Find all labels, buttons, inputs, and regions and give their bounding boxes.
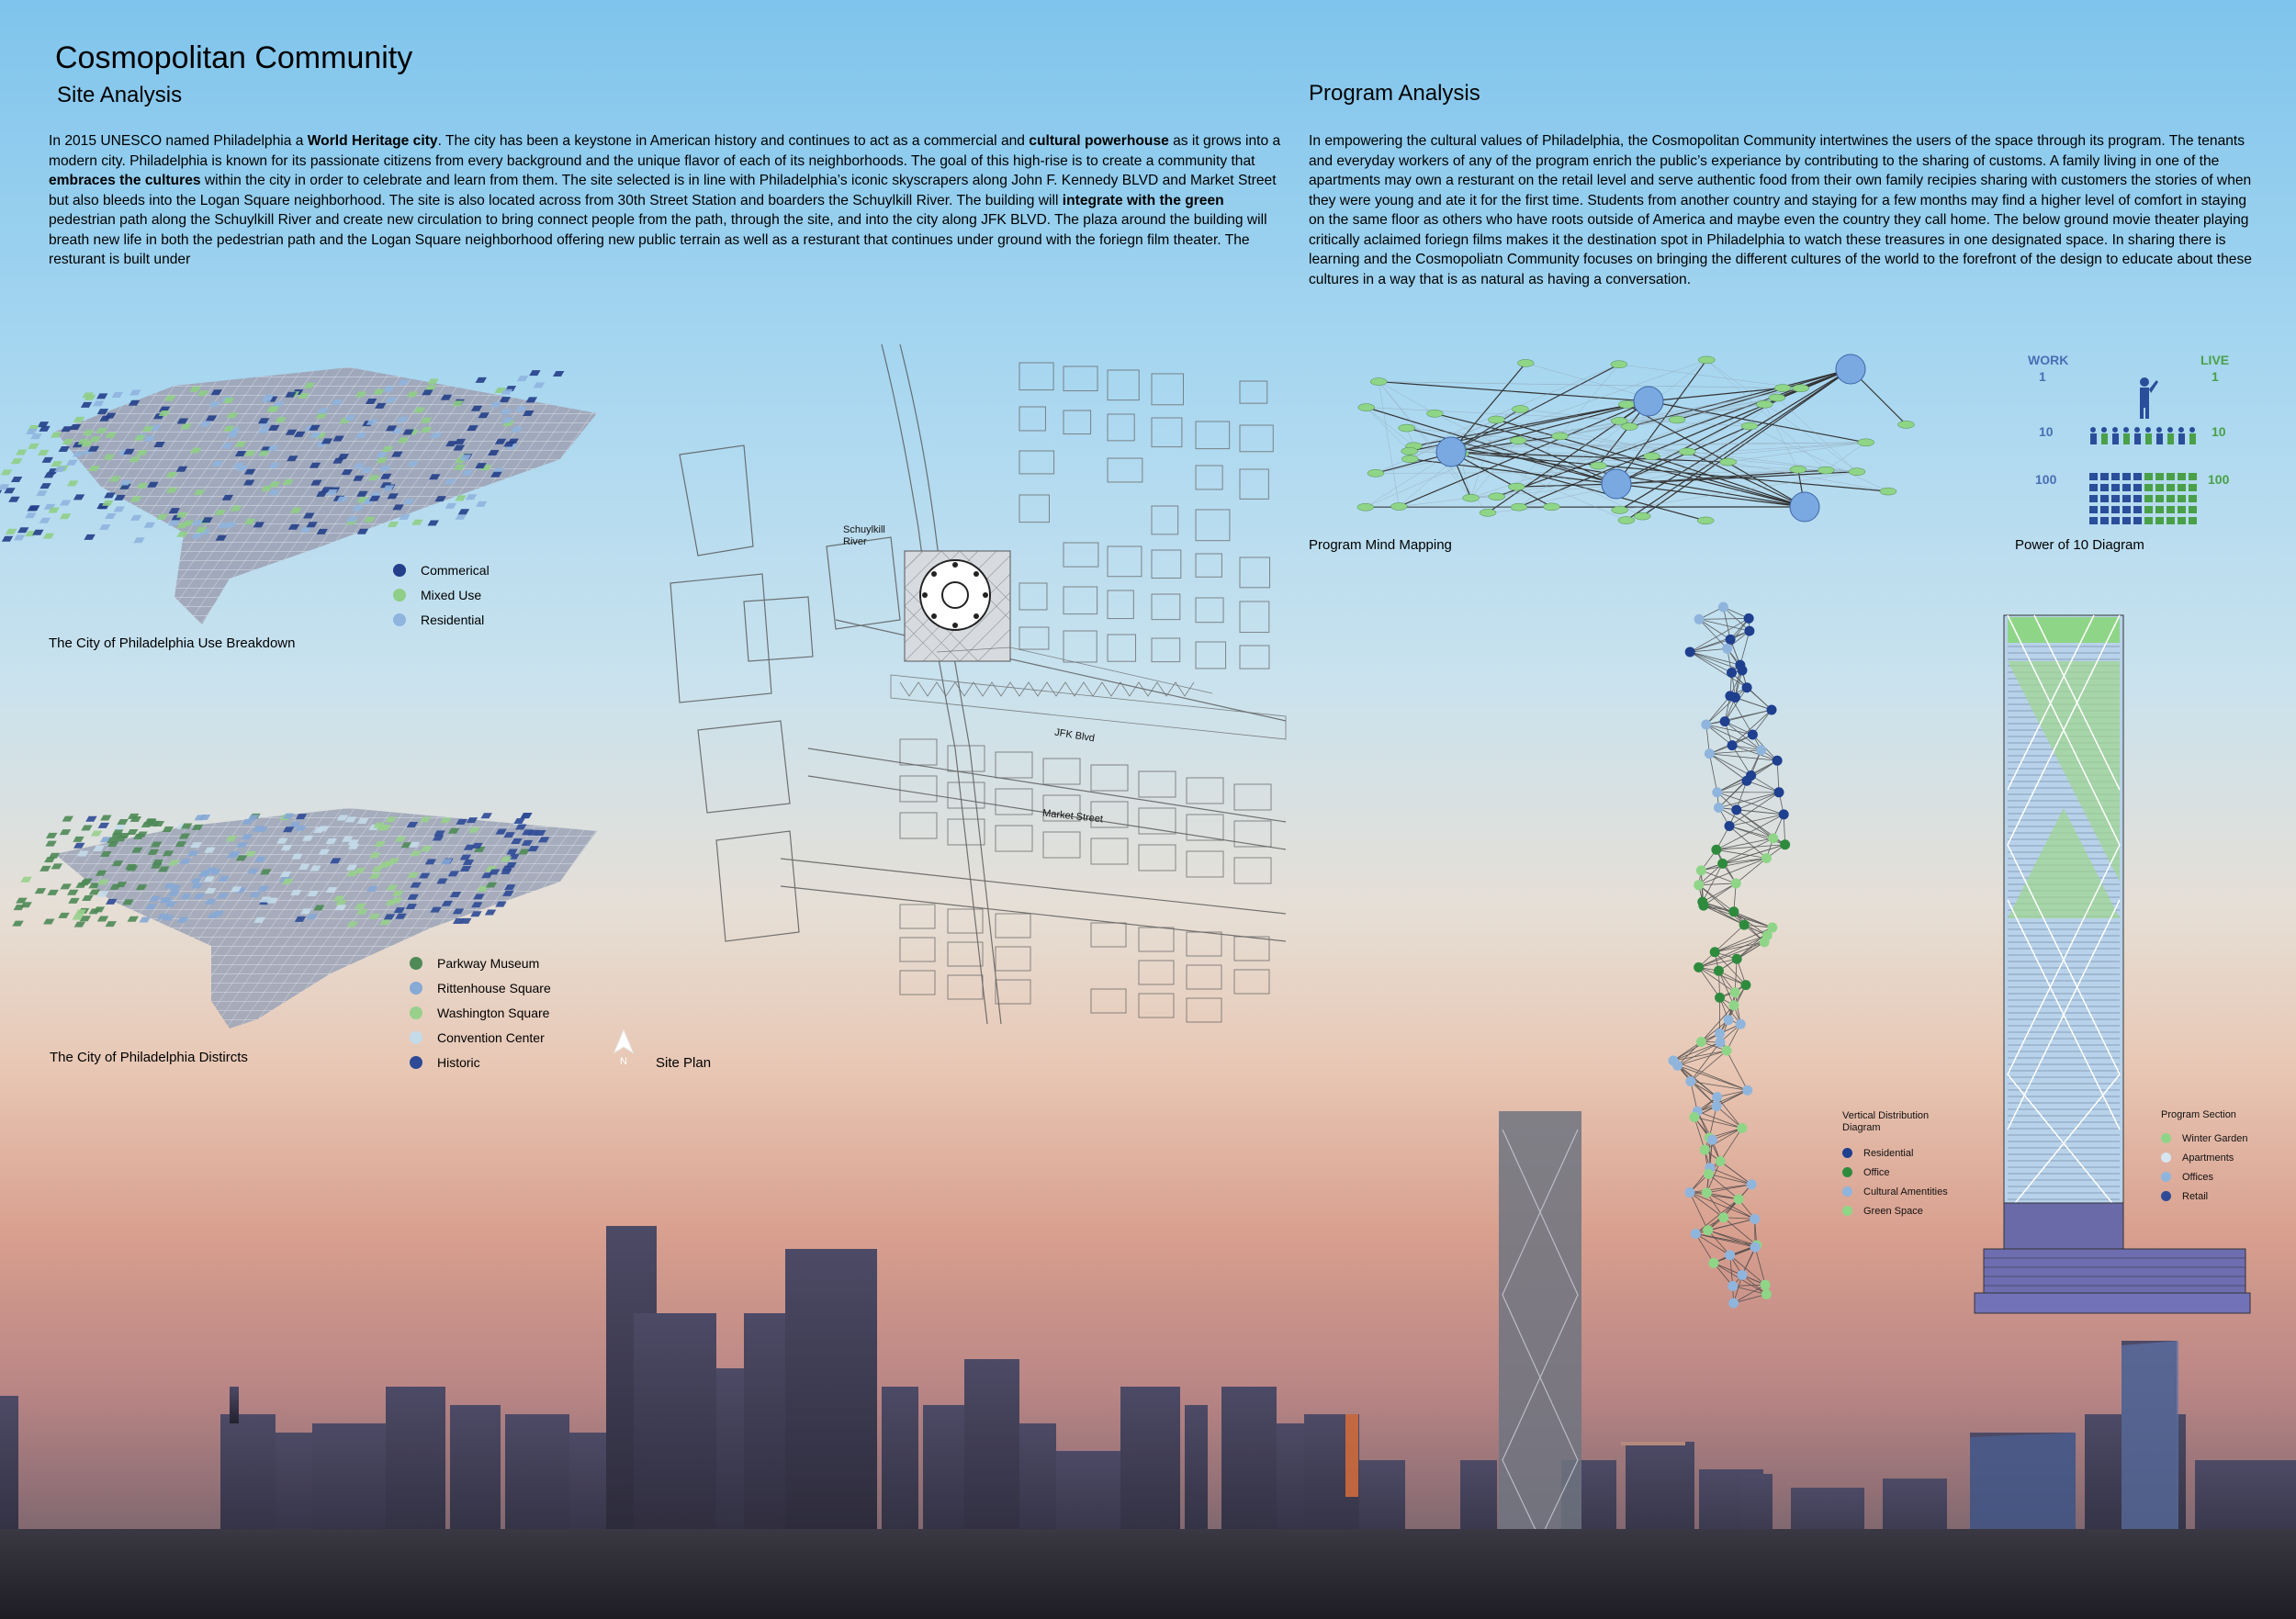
site-analysis-text: In 2015 UNESCO named Philadelphia a World Heritage city. The city has been a keystone in American history and continues to act as a commercial and cultural powerhouse as it grows into a modern city. Philadelphia is known for its passionate citizens from every background and the unique flavor of each of its neighborhoods. The goal of this high-rise is to create a community that embraces the cultures within the city in order to celebrate and learn from them. The site selected is in line with Philadelphia’s iconic skyscrapers along John F. Kennedy BLVD and Market Street but also bleeds into the Logan Square neighborhood. The site is also located across from 30th Street Station and boarders the Schuylkill River. The building will integrate with the green pedestrian path along the Schuylkill River and create new circulation to bring connect people from the path, through the site, and into the city along JFK BLVD. The plaza around the building will breath new life in both the pedestrian path and the Logan Square neighborhood offering new public terrain as well as a resturant that continues under ground with the foriegn film theater. The resturant is built under bbox=[49, 133, 1281, 267]
section-legend-item: Retail bbox=[2161, 1186, 2248, 1206]
rittenhouse-swatch bbox=[410, 982, 422, 995]
live-10: 10 bbox=[2212, 424, 2226, 439]
vertical-legend-item: Green Space bbox=[1842, 1201, 1948, 1220]
work-title: WORK bbox=[2028, 353, 2069, 367]
program-analysis-heading: Program Analysis bbox=[1309, 81, 1480, 106]
power10-caption: Power of 10 Diagram bbox=[2015, 537, 2144, 553]
program-analysis-text: In empowering the cultural values of Philadelphia, the Cosmopolitan Community intertwines the users of the space through its program. The tenants and everyday workers of any of the program enrich the public’s experiance by contributing to the sharing of customs. A family living in one of the apartments may own a resturant on the retail level and serve authentic food from their own family recipies sharing with customers the stories of when they were young and ate it for the first time. Students from another country and staying for a few months may find a higher level of comfort in staying on the same floor as others who have roots outside of America and maybe even the country they call home. The below ground movie theater playing critically aclaimed foriegn films makes it the destination spot in Philadelphia to watch these treasures in one designated space. In sharing there is learning and the Cosmopoliatn Community focuses on bringing the different cultures of the world to the forefront of the design to educate about these cultures in a way that is as natural as having a conversation. bbox=[1309, 133, 2252, 287]
use-legend-item: Residential bbox=[393, 607, 490, 632]
use-legend bbox=[393, 557, 490, 632]
north-arrow-icon bbox=[613, 1030, 634, 1067]
district-legend-item: Convention Center bbox=[410, 1025, 551, 1050]
site-plan-caption: Site Plan bbox=[656, 1055, 712, 1071]
site-plan bbox=[625, 344, 1286, 1024]
vertical-legend-item: Residential bbox=[1842, 1143, 1948, 1163]
section-title: Program Section bbox=[2161, 1109, 2236, 1120]
district-legend-item: Washington Square bbox=[410, 1000, 551, 1025]
convention-swatch bbox=[410, 1031, 422, 1044]
city-skyline-photo bbox=[0, 1111, 2296, 1619]
vertical-legend-item: Cultural Amentities bbox=[1842, 1182, 1948, 1201]
use-legend-item: Commerical bbox=[393, 557, 490, 582]
live-1: 1 bbox=[2212, 369, 2219, 384]
residential-swatch bbox=[393, 613, 406, 626]
work-1: 1 bbox=[2039, 369, 2046, 384]
section-legend-item: Apartments bbox=[2161, 1148, 2248, 1167]
program-mind-map bbox=[1309, 342, 1952, 534]
vertical-title: Vertical Distribution Diagram bbox=[1842, 1110, 1930, 1133]
washington-swatch bbox=[410, 1006, 422, 1019]
parkway-swatch bbox=[410, 957, 422, 970]
site-analysis-heading: Site Analysis bbox=[57, 83, 183, 107]
district-legend bbox=[410, 950, 551, 1074]
jfk-label: JFK Blvd bbox=[1053, 726, 1096, 745]
market-label: Market Street bbox=[1041, 807, 1104, 826]
mixed-use-swatch bbox=[393, 589, 406, 602]
section-legend-item: Offices bbox=[2161, 1167, 2248, 1186]
work-10: 10 bbox=[2039, 424, 2054, 439]
board-title: Cosmopolitan Community bbox=[55, 40, 413, 75]
vertical-legend-item: Office bbox=[1842, 1163, 1948, 1182]
river-label: Schuylkill River bbox=[843, 524, 885, 547]
use-map-caption: The City of Philadelphia Use Breakdown bbox=[49, 635, 296, 651]
work-column bbox=[2028, 352, 2068, 488]
work-100: 100 bbox=[2035, 472, 2057, 487]
north-label: N bbox=[620, 1056, 627, 1067]
live-column bbox=[2200, 352, 2229, 488]
district-map-caption: The City of Philadelphia Distircts bbox=[50, 1050, 248, 1065]
district-legend-item: Historic bbox=[410, 1050, 551, 1074]
use-breakdown-map bbox=[46, 349, 615, 624]
commercial-swatch bbox=[393, 564, 406, 577]
district-legend-item: Rittenhouse Square bbox=[410, 975, 551, 1000]
power-of-10-figures bbox=[2085, 377, 2204, 533]
live-title: LIVE bbox=[2200, 353, 2230, 367]
live-100: 100 bbox=[2208, 472, 2230, 487]
section-legend-item: Winter Garden bbox=[2161, 1129, 2248, 1148]
historic-swatch bbox=[410, 1056, 422, 1069]
mind-map-caption: Program Mind Mapping bbox=[1309, 537, 1452, 553]
district-legend-item: Parkway Museum bbox=[410, 950, 551, 975]
use-legend-item: Mixed Use bbox=[393, 582, 490, 607]
